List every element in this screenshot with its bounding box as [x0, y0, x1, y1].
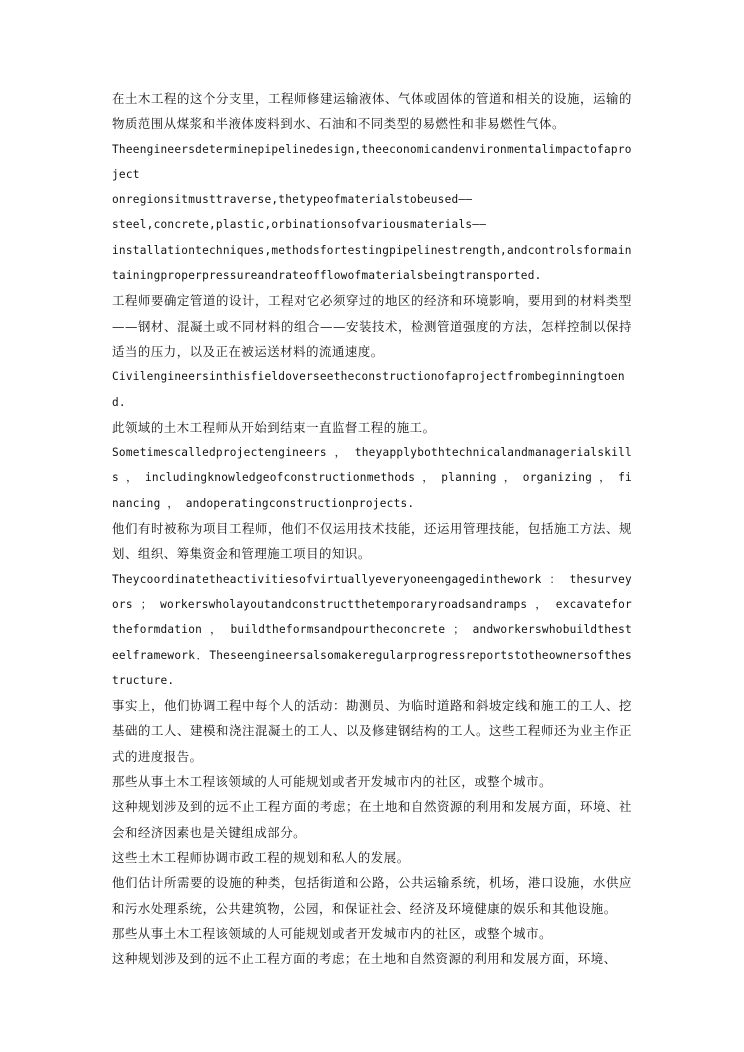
paragraph-coordinate-zh: 事实上，他们协调工程中每个人的活动：勘测员、为临时道路和斜坡定线和施工的工人、挖基础的工人、建模和浇注混凝土的工人、以及修建钢结构的工人。这些工程师还为业主作正式的进度报告。	[112, 698, 632, 764]
paragraph-city-planning-repeat-zh: 那些从事土木工程该领域的人可能规划或者开发城市内的社区，或整个城市。	[112, 925, 552, 941]
paragraph-municipal-zh: 这些土木工程师协调市政工程的规划和私人的发展。	[112, 849, 410, 865]
paragraph-facilities-zh: 他们估计所需要的设施的种类，包括街道和公路，公共运输系统，机场，港口设施，水供应和污水处理系统，公共建筑物，公园，和保证社会、经济及环境健康的娱乐和其他设施。	[112, 875, 632, 916]
paragraph-pipeline-en-line-4: installationtechniques,methodsfortestingpipelinestrength,andcontrolsformaintainingproperpressureandrateofflowofmaterialsbeingtransported.	[112, 243, 632, 283]
paragraph-oversee-zh: 此领域的土木工程师从开始到结束一直监督工程的施工。	[112, 419, 436, 435]
paragraph-planning-considerations-repeat-zh: 这种规划涉及到的远不止工程方面的考虑；在土地和自然资源的利用和发展方面，环境、	[112, 951, 617, 967]
paragraph-city-planning-zh: 那些从事土木工程该领域的人可能规划或者开发城市内的社区，或整个城市。	[112, 774, 552, 790]
paragraph-pipeline-en-line-3: steel,concrete,plastic,orbinationsofvariousmaterials——	[112, 218, 487, 232]
paragraph-pipeline-design-zh: 工程师要确定管道的设计，工程对它必须穿过的地区的经济和环境影响，要用到的材料类型——钢材、混凝土或不同材料的组合——安装技术，检测管道强度的方法，怎样控制以保持适当的压力，以及正在被运送材料的流通速度。	[112, 293, 632, 359]
paragraph-pipeline-en-line-2: onregionsitmusttraverse,thetypeofmaterialstobeused——	[112, 193, 473, 207]
paragraph-planning-considerations-zh: 这种规划涉及到的远不止工程方面的考虑；在土地和自然资源的利用和发展方面，环境、社会和经济因素也是关键组成部分。	[112, 799, 632, 840]
paragraph-project-engineers-zh: 他们有时被称为项目工程师，他们不仅运用技术技能，还运用管理技能，包括施工方法、规划、组织、筹集资金和管理施工项目的知识。	[112, 521, 632, 562]
paragraph-project-engineers-en: Sometimescalledprojectengineers ， theyapplybothtechnicalandmanagerialskills ， includingknowledgeofconstructionmethods ， planning ， organizing ， financing ， andoperatingconstructionprojects.	[112, 446, 632, 510]
paragraph-coordinate-en: Theycoordinatetheactivitiesofvirtuallyeveryoneengagedinthework ： thesurveyors ； workerswholayoutandconstructthetemporaryroadsandramps ， excavatefortheformdation ， buildtheformsandpourtheconcrete ； andworkerswhobuildthesteelframework．Theseengineersalsomakeregularprogressreportstotheownersofthestructure.	[112, 572, 632, 687]
paragraph-oversee-en: Civilengineersinthisfieldoverseetheconstructionofaprojectfrombeginningtoend.	[112, 370, 625, 409]
paragraph-pipeline-zh: 在土木工程的这个分支里，工程师修建运输液体、气体或固体的管道和相关的设施，运输的物质范围从煤浆和半液体废料到水、石油和不同类型的易燃性和非易燃性气体。	[112, 91, 632, 132]
paragraph-pipeline-en-line-1: Theengineersdeterminepipelinedesign,theeconomicandenvironmentalimpactofaproject	[112, 142, 632, 181]
